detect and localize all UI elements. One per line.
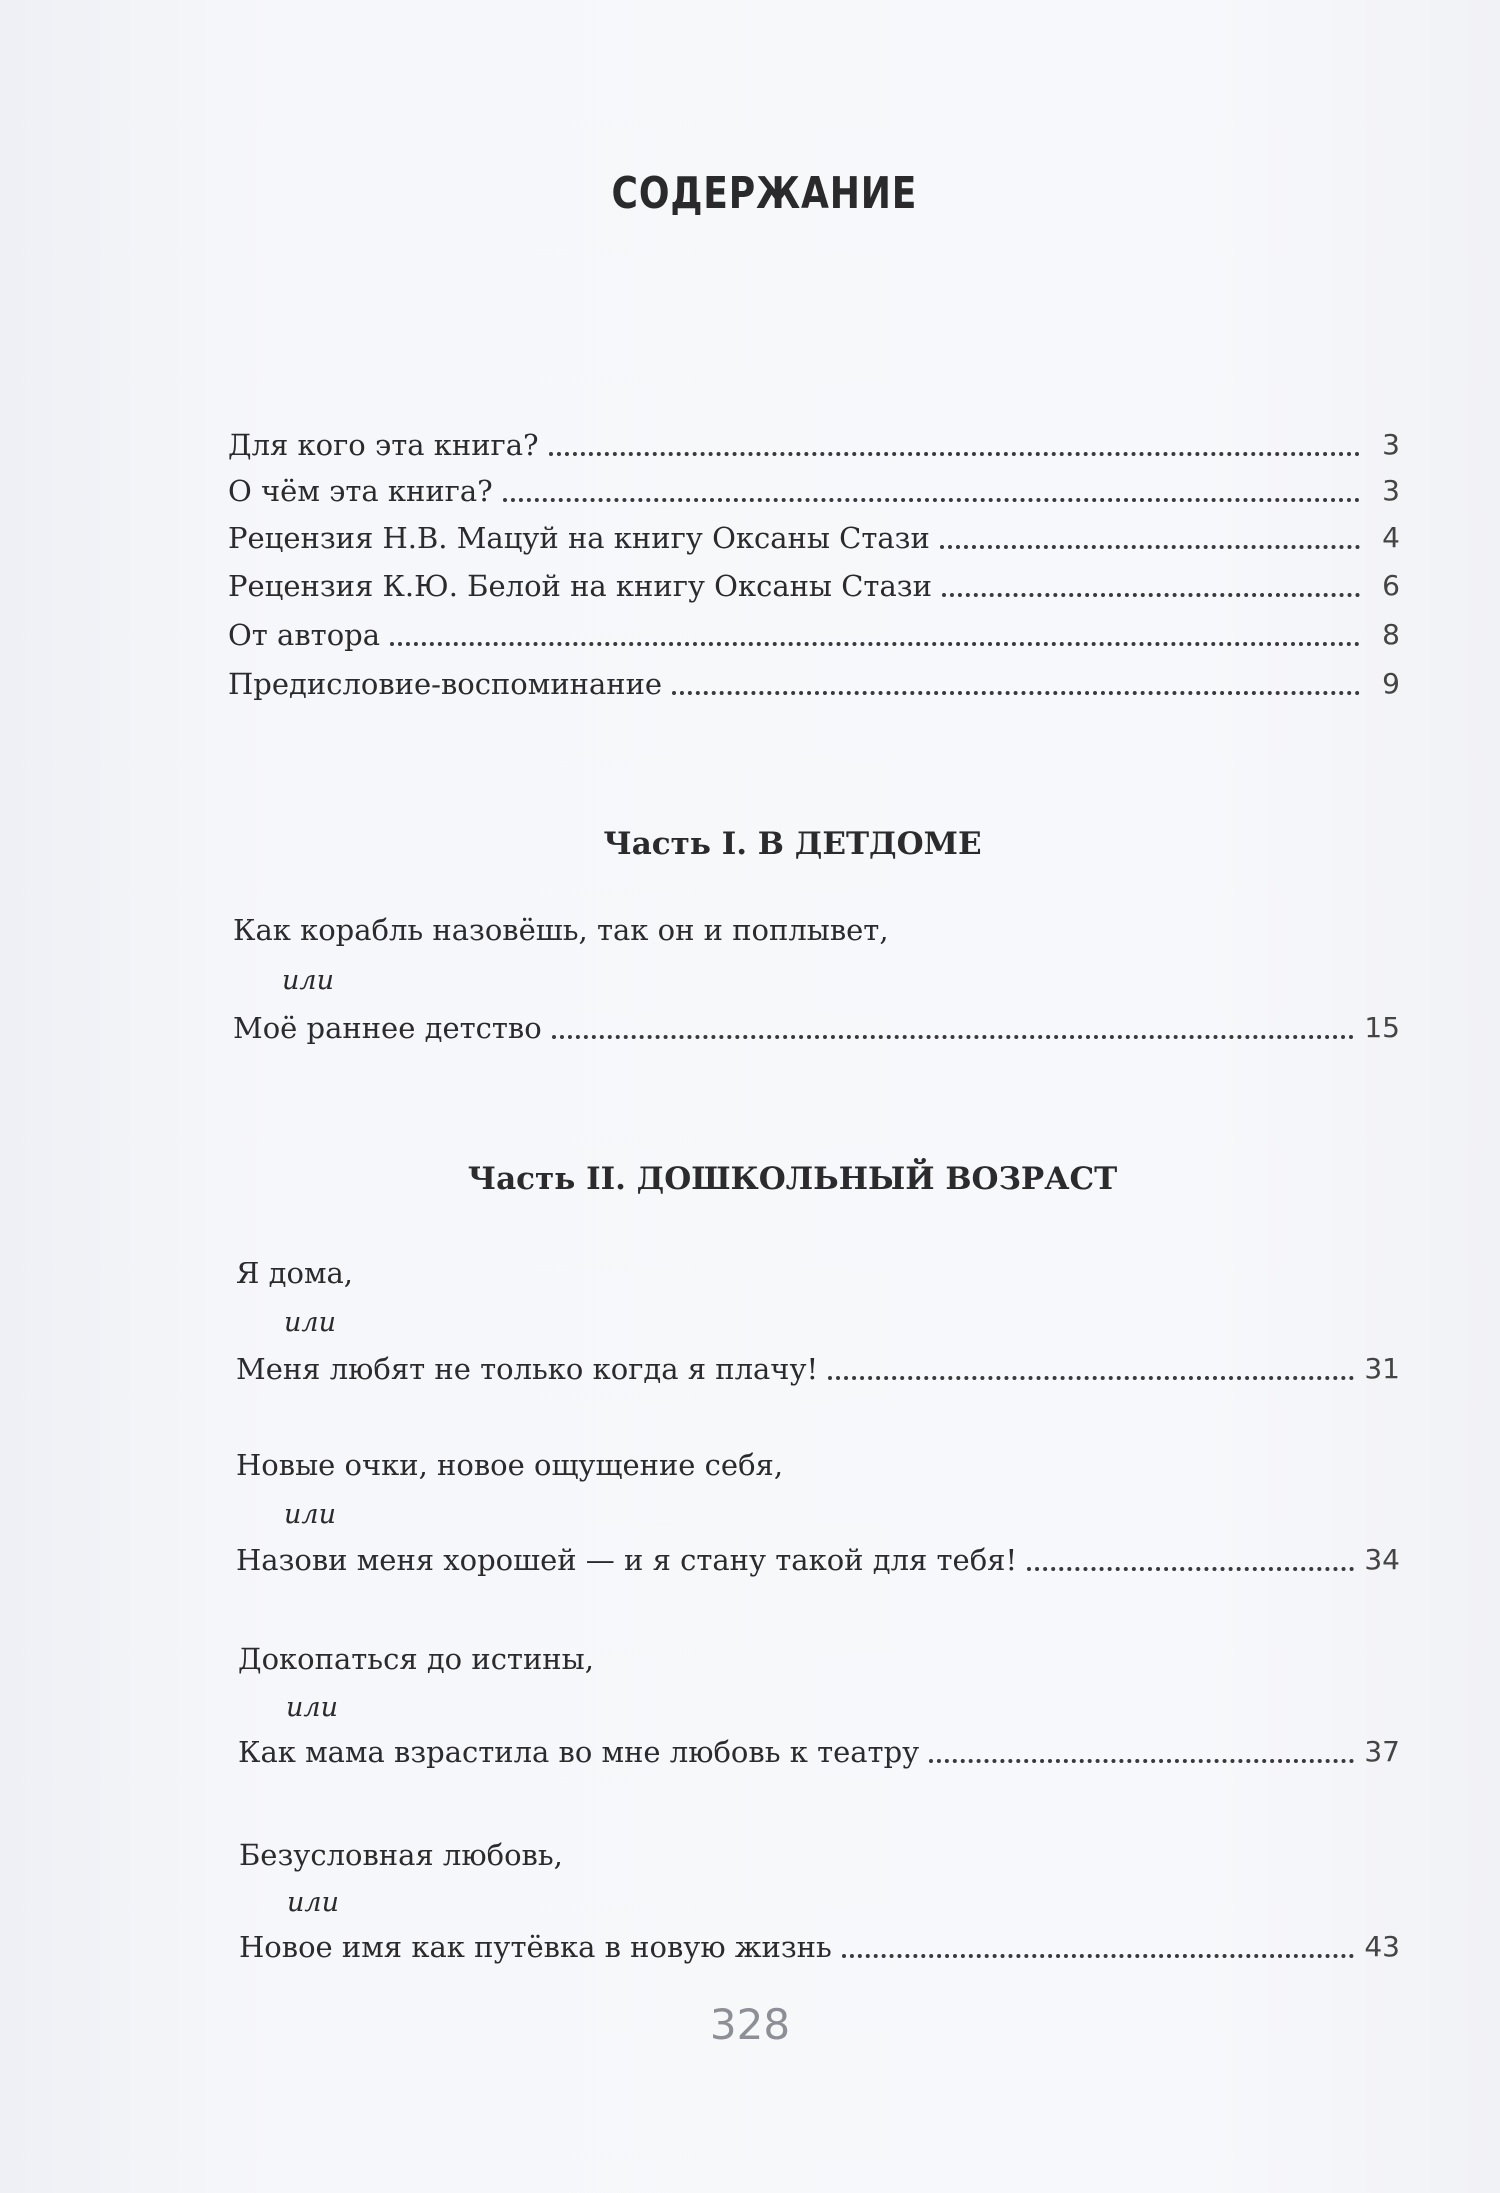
toc-entry-page: 6: [1382, 569, 1400, 602]
toc-entry-page: 3: [1382, 474, 1400, 507]
chapter-title: Докопаться до истины,: [238, 1642, 594, 1676]
toc-entry-title: Как мама взрастила во мне любовь к театру: [238, 1735, 920, 1769]
toc-entry: [228, 425, 1400, 465]
dot-leader: [842, 1954, 1355, 1958]
toc-entry-title: О чём эта книга?: [228, 474, 493, 508]
dot-leader: [1027, 1567, 1354, 1571]
chapter-or: или: [284, 1499, 336, 1530]
dot-leader: [552, 1035, 1355, 1039]
toc-entry: [236, 1349, 1400, 1389]
toc-entry-title: Меня любят не только когда я плачу!: [236, 1352, 819, 1386]
part-heading: Часть II. ДОШКОЛЬНЫЙ ВОЗРАСТ: [467, 1161, 1118, 1197]
toc-entry-page: 3: [1382, 428, 1400, 461]
toc-entry-title: Предисловие-воспоминание: [228, 667, 663, 701]
toc-entry-title: Рецензия Н.В. Мацуй на книгу Оксаны Стази: [228, 521, 930, 555]
chapter-or: или: [286, 1692, 338, 1723]
dot-leader: [940, 545, 1360, 549]
chapter-or: или: [284, 1307, 336, 1338]
toc-entry: [228, 518, 1400, 558]
toc-entry: [233, 1008, 1400, 1048]
toc-entry-page: 34: [1364, 1543, 1400, 1576]
toc-entry-title: Новое имя как путёвка в новую жизнь: [239, 1930, 832, 1964]
dot-leader: [672, 691, 1360, 695]
toc-entry: [236, 1540, 1400, 1580]
toc-entry-page: 37: [1364, 1735, 1400, 1768]
toc-entry-page: 8: [1382, 618, 1400, 651]
toc-entry-page: 43: [1364, 1930, 1400, 1963]
part-heading: Часть I. В ДЕТДОМЕ: [603, 826, 982, 862]
chapter-title: Безусловная любовь,: [239, 1838, 563, 1872]
toc-entry-page: 31: [1364, 1352, 1400, 1385]
toc-entry-page: 9: [1382, 667, 1400, 700]
chapter-or: или: [287, 1887, 339, 1918]
toc-entry: [239, 1927, 1400, 1967]
dot-leader: [942, 593, 1360, 597]
dot-leader: [390, 642, 1360, 646]
toc-entry-title: Моё раннее детство: [233, 1011, 542, 1045]
toc-entry: [228, 664, 1400, 704]
dot-leader: [549, 452, 1360, 456]
toc-entry-title: Рецензия К.Ю. Белой на книгу Оксаны Стази: [228, 569, 932, 603]
chapter-title: Новые очки, новое ощущение себя,: [236, 1448, 784, 1482]
toc-entry-page: 15: [1364, 1011, 1400, 1044]
toc-entry-title: Назови меня хорошей — и я стану такой для тебя!: [236, 1543, 1018, 1577]
toc-entry-page: 4: [1382, 521, 1400, 554]
page-number: 328: [709, 2000, 791, 2049]
page-title: СОДЕРЖАНИЕ: [611, 168, 918, 219]
toc-entry: [238, 1732, 1400, 1772]
dot-leader: [828, 1376, 1354, 1380]
toc-entry: [228, 615, 1400, 655]
toc-entry: [228, 566, 1400, 606]
toc-entry-title: От автора: [228, 618, 381, 652]
dot-leader: [503, 498, 1360, 502]
dot-leader: [929, 1759, 1354, 1763]
toc-entry-title: Для кого эта книга?: [228, 428, 539, 462]
chapter-or: или: [282, 965, 334, 996]
toc-entry: [228, 471, 1400, 511]
chapter-title: Как корабль назовёшь, так он и поплывет,: [233, 913, 889, 947]
chapter-title: Я дома,: [236, 1256, 354, 1290]
